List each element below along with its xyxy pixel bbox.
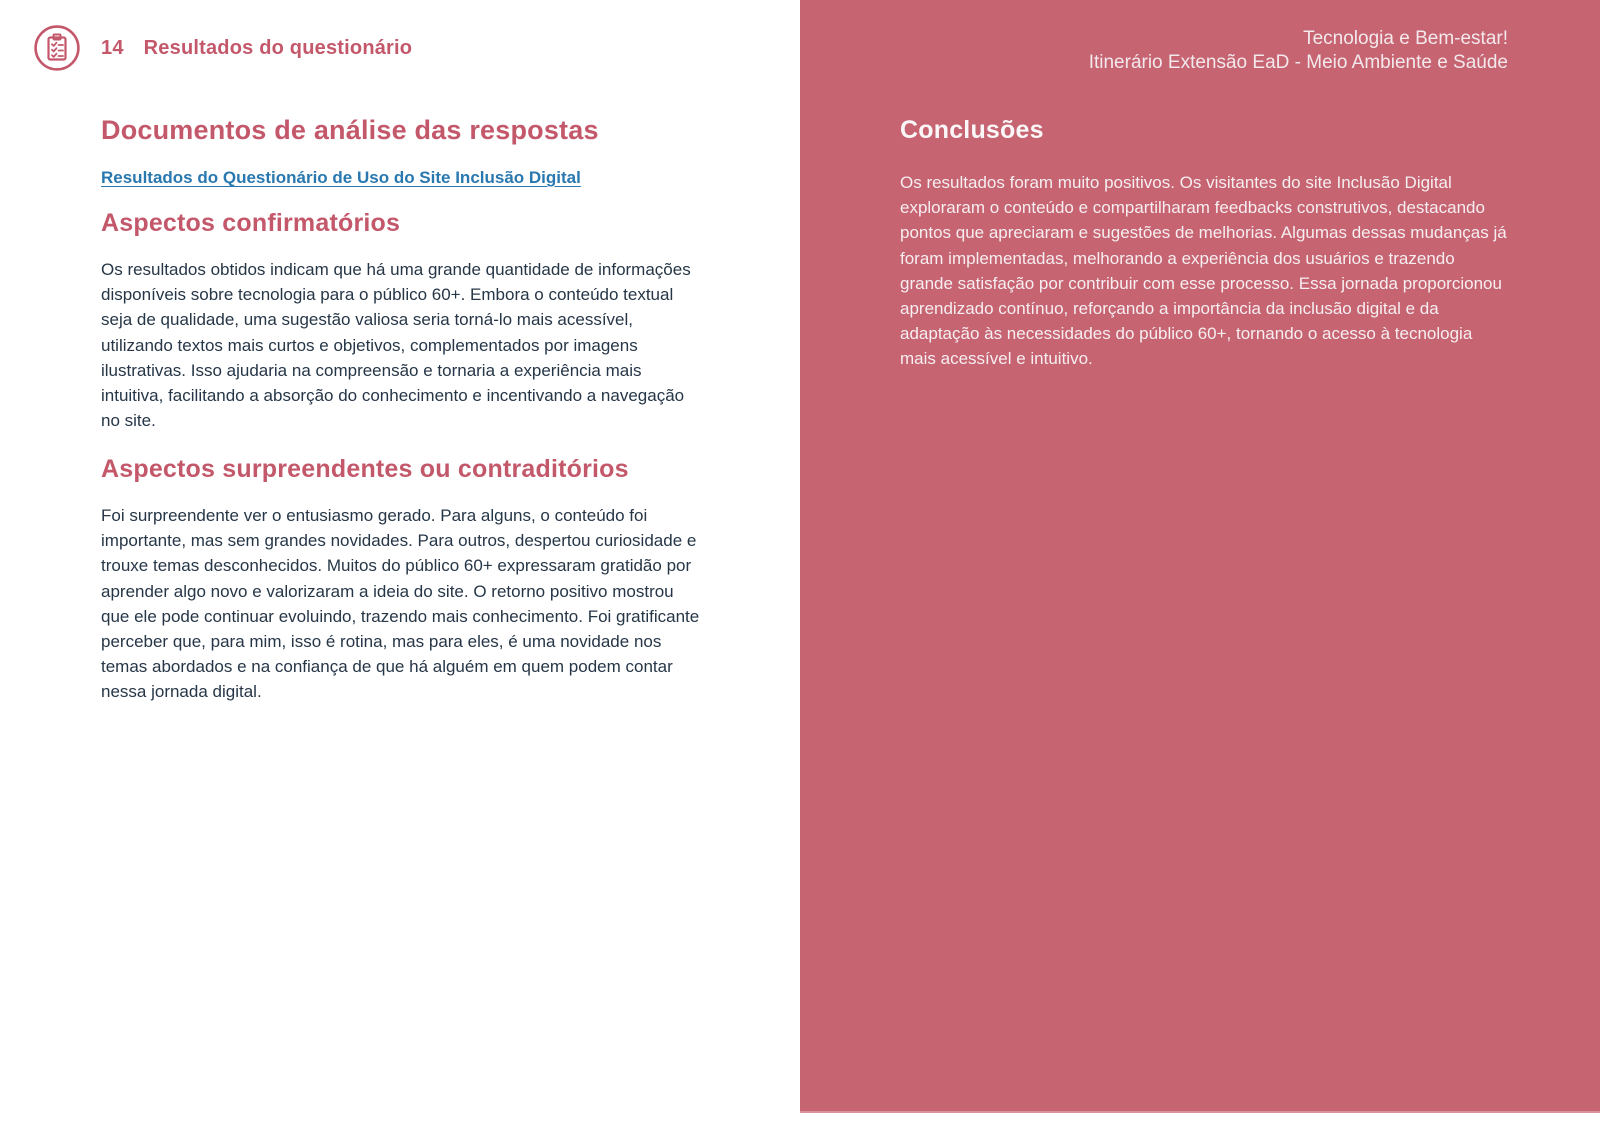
conclusions-body: Os resultados foram muito positivos. Os visitantes do site Inclusão Digital exploraram o conteúdo e compartilharam feedbacks construtivos, destacando pontos que apreciaram e sugestões de melhorias. Algumas dessas mudanças já foram implementadas, melhorando a experiência dos usuários e trazendo grande satisfação por contribuir com esse processo. Essa jornada proporcionou aprendizado contínuo, reforçando a importância da inclusão digital e da adaptação às necessidades do público 60+, tornando o acesso à tecnologia mais acessível e intuitivo. <box>900 173 1507 369</box>
course-subtitle: Itinerário Extensão EaD - Meio Ambiente e Saúde <box>1088 51 1508 73</box>
course-header <box>1088 27 1508 74</box>
right-panel <box>800 0 1600 1113</box>
page-number: 14 <box>101 36 124 59</box>
course-title: Tecnologia e Bem-estar! <box>1303 28 1508 49</box>
left-section-2-body: Foi surpreendente ver o entusiasmo gerado. Para alguns, o conteúdo foi importante, mas sem grandes novidades. Para outros, despertou curiosidade e trouxe temas desconhecidos. Muitos do público 60+ expressaram gratidão por aprender algo novo e valorizaram a ideia do site. O retorno positivo mostrou que ele pode continuar evoluindo, trazendo mais conhecimento. Foi gratificante perceber que, para mim, isso é rotina, mas para eles, é uma novidade nos temas abordados e na confiança de que há alguém em quem podem contar nessa jornada digital. <box>101 506 700 702</box>
clipboard-checklist-icon <box>33 24 81 72</box>
left-section-2-heading: Aspectos surpreendentes ou contraditórios <box>101 455 629 483</box>
conclusions-heading: Conclusões <box>900 116 1044 144</box>
left-section-1-body: Os resultados obtidos indicam que há uma grande quantidade de informações disponíveis sobre tecnologia para o público 60+. Embora o conteúdo textual seja de qualidade, uma sugestão valiosa seria torná-lo mais acessível, utilizando textos mais curtos e objetivos, complementados por imagens ilustrativas. Isso ajudaria na compreensão e tornaria a experiência mais intuitiva, facilitando a absorção do conhecimento e incentivando a navegação no site. <box>101 260 691 431</box>
section-title: Resultados do questionário <box>143 36 413 59</box>
left-main-heading: Documentos de análise das respostas <box>101 115 599 145</box>
left-section-1-heading: Aspectos confirmatórios <box>101 209 401 237</box>
page-header-left <box>33 24 412 72</box>
questionnaire-results-link[interactable]: Resultados do Questionário de Uso do Site Inclusão Digital <box>101 168 581 187</box>
